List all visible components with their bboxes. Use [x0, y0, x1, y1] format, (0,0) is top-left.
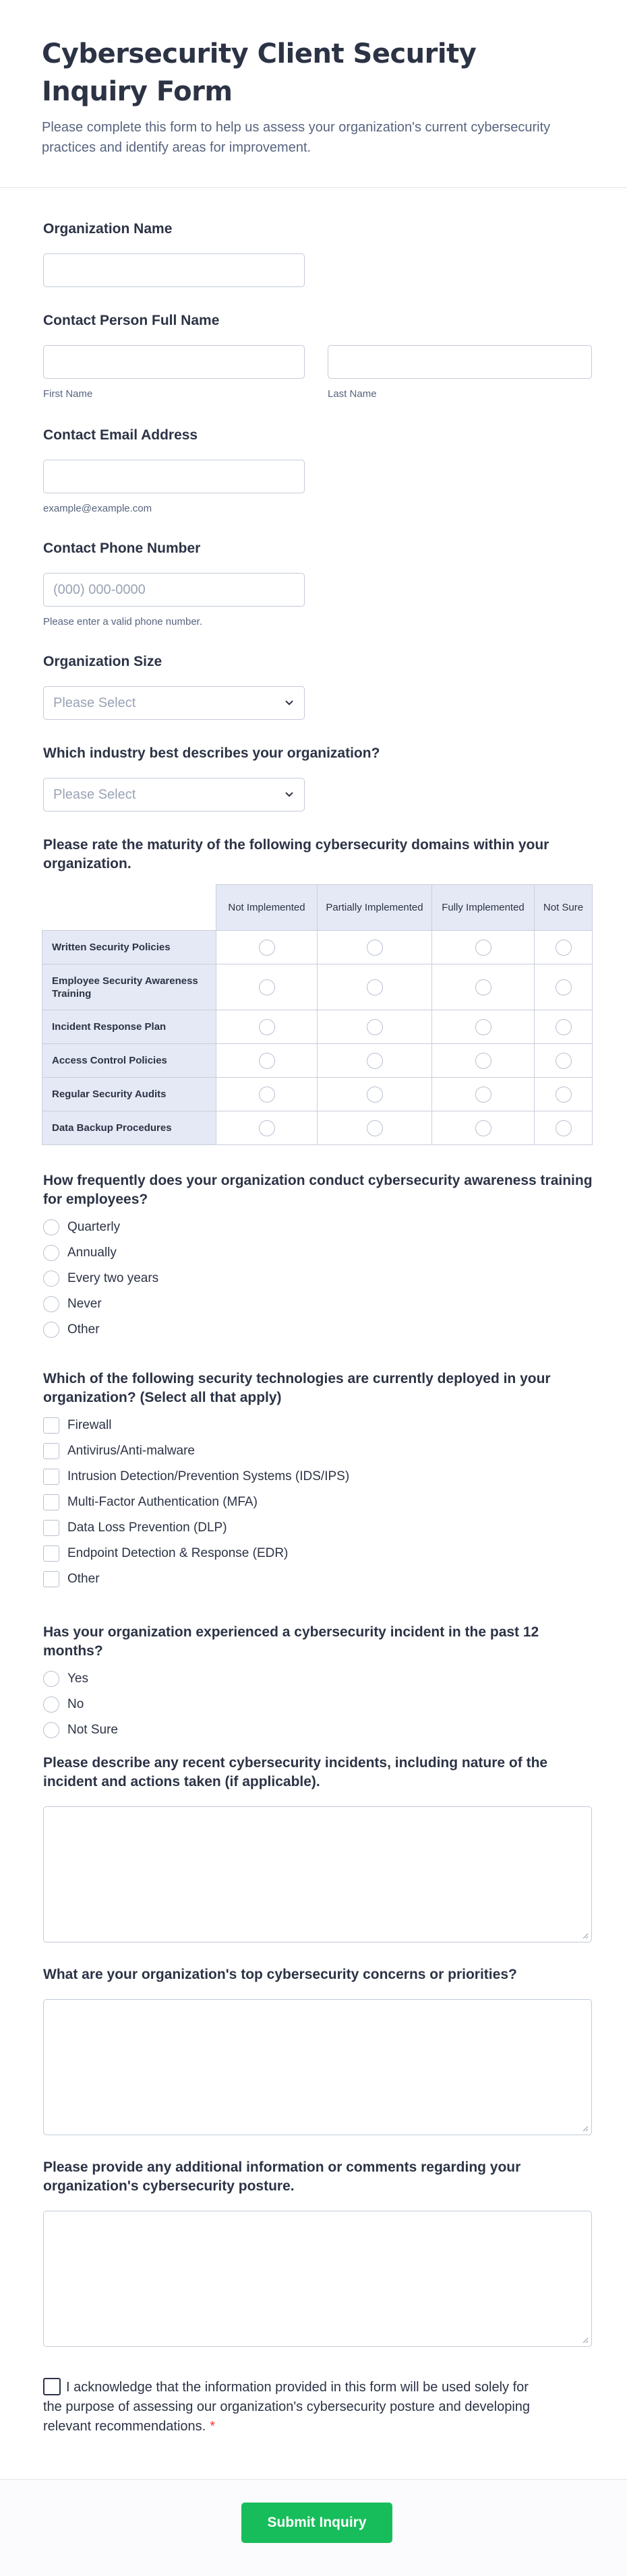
matrix-radio[interactable] — [259, 940, 275, 956]
matrix-radio[interactable] — [475, 940, 491, 956]
required-mark: * — [210, 2419, 216, 2434]
additional-field — [43, 2158, 596, 2347]
matrix-radio[interactable] — [259, 979, 275, 995]
chevron-down-icon — [282, 696, 296, 709]
incident-desc-field — [43, 1754, 596, 1942]
org-size-label: Organization Size — [43, 654, 162, 669]
phone-field — [43, 539, 305, 628]
industry-select[interactable] — [43, 778, 305, 811]
phone-sublabel: Please enter a valid phone number. — [43, 616, 202, 627]
resize-grip-icon[interactable] — [580, 2124, 589, 2132]
org-name-label: Organization Name — [43, 221, 173, 237]
checkbox[interactable] — [43, 1571, 59, 1587]
last-name-sublabel: Last Name — [328, 388, 377, 400]
email-field — [43, 426, 305, 515]
matrix-row — [42, 1010, 593, 1044]
matrix-radio[interactable] — [259, 1120, 275, 1136]
training-option[interactable]: Other — [43, 1317, 596, 1343]
technology-option[interactable]: Other — [43, 1566, 583, 1592]
incident-option[interactable]: Not Sure — [43, 1717, 596, 1743]
concerns-label: What are your organization's top cybersecurity concerns or priorities? — [43, 1967, 517, 1982]
org-size-select[interactable] — [43, 686, 305, 720]
training-option[interactable]: Annually — [43, 1240, 596, 1266]
phone-label: Contact Phone Number — [43, 541, 201, 556]
maturity-matrix — [42, 884, 593, 1145]
submit-button[interactable]: Submit Inquiry — [241, 2503, 392, 2543]
matrix-row-label: Access Control Policies — [42, 1044, 216, 1078]
radio-button[interactable] — [43, 1722, 59, 1738]
matrix-row — [42, 964, 593, 1010]
matrix-row — [42, 1078, 593, 1111]
matrix-radio[interactable] — [556, 940, 572, 956]
incident-desc-label: Please describe any recent cybersecurity incidents, including nature of the incident and actions taken (if applicable). — [43, 1755, 548, 1789]
form-footer — [0, 2479, 627, 2576]
incident-label: Has your organization experienced a cybersecurity incident in the past 12 months? — [43, 1624, 539, 1659]
technology-option[interactable]: Endpoint Detection & Response (EDR) — [43, 1541, 583, 1566]
matrix-radio[interactable] — [556, 979, 572, 995]
acknowledge-checkbox[interactable] — [43, 2378, 61, 2395]
form-header — [0, 0, 627, 188]
matrix-col-header: Partially Implemented — [318, 885, 432, 931]
matrix-row-label: Data Backup Procedures — [42, 1111, 216, 1145]
acknowledge-field[interactable] — [43, 2378, 542, 2436]
checkbox[interactable] — [43, 1494, 59, 1510]
technology-option[interactable]: Firewall — [43, 1413, 583, 1438]
matrix-row — [42, 1111, 593, 1145]
radio-button[interactable] — [43, 1696, 59, 1713]
matrix-radio[interactable] — [475, 1019, 491, 1035]
matrix-radio[interactable] — [556, 1019, 572, 1035]
matrix-radio[interactable] — [556, 1053, 572, 1069]
resize-grip-icon[interactable] — [580, 2335, 589, 2343]
concerns-field — [43, 1965, 596, 2135]
checkbox[interactable] — [43, 1417, 59, 1434]
training-option[interactable]: Quarterly — [43, 1215, 596, 1240]
matrix-radio[interactable] — [556, 1086, 572, 1103]
matrix-col-header: Not Sure — [535, 885, 593, 931]
first-name-input[interactable] — [43, 345, 305, 379]
additional-label: Please provide any additional information or comments regarding your organization's cybersecurity posture. — [43, 2159, 521, 2194]
concerns-textarea[interactable] — [43, 1999, 592, 2135]
matrix-radio[interactable] — [475, 1086, 491, 1103]
last-name-input[interactable] — [328, 345, 592, 379]
acknowledge-text: I acknowledge that the information provided in this form will be used solely for the purpose of assessing our organization's cybersecurity posture and developing relevant recommendations. — [43, 2380, 531, 2434]
technology-option[interactable]: Data Loss Prevention (DLP) — [43, 1515, 583, 1541]
training-field — [43, 1171, 596, 1343]
matrix-row-label: Regular Security Audits — [42, 1078, 216, 1111]
technologies-label: Which of the following security technologies are currently deployed in your organization? (Select all that apply) — [43, 1371, 551, 1405]
matrix-radio[interactable] — [259, 1086, 275, 1103]
matrix-radio[interactable] — [475, 1053, 491, 1069]
matrix-row — [42, 931, 593, 964]
matrix-radio[interactable] — [367, 940, 383, 956]
training-option[interactable]: Every two years — [43, 1266, 596, 1291]
matrix-radio[interactable] — [367, 1086, 383, 1103]
incident-option[interactable]: Yes — [43, 1666, 596, 1692]
matrix-radio[interactable] — [367, 979, 383, 995]
matrix-row-label: Incident Response Plan — [42, 1010, 216, 1044]
training-option[interactable]: Never — [43, 1291, 596, 1317]
technologies-field — [43, 1370, 583, 1592]
email-input[interactable] — [43, 460, 305, 493]
radio-button[interactable] — [43, 1245, 59, 1261]
industry-selected: Please Select — [53, 787, 136, 802]
radio-button[interactable] — [43, 1296, 59, 1312]
matrix-row — [42, 1044, 593, 1078]
phone-input[interactable]: (000) 000-0000 — [43, 573, 305, 607]
matrix-row-label: Employee Security Awareness Training — [42, 964, 216, 1010]
matrix-radio[interactable] — [259, 1019, 275, 1035]
chevron-down-icon — [282, 787, 296, 801]
technology-option[interactable]: Multi-Factor Authentication (MFA) — [43, 1490, 583, 1515]
org-size-selected: Please Select — [53, 696, 136, 710]
matrix-radio[interactable] — [259, 1053, 275, 1069]
matrix-radio[interactable] — [475, 979, 491, 995]
matrix-radio[interactable] — [556, 1120, 572, 1136]
industry-field — [43, 744, 380, 811]
matrix-radio[interactable] — [367, 1053, 383, 1069]
checkbox[interactable] — [43, 1545, 59, 1562]
technology-option[interactable]: Antivirus/Anti-malware — [43, 1438, 583, 1464]
checkbox[interactable] — [43, 1520, 59, 1536]
maturity-label: Please rate the maturity of the following cybersecurity domains within your organization. — [43, 837, 549, 871]
contact-name-field — [43, 311, 592, 400]
form-title: Cybersecurity Client Security Inquiry Form — [42, 38, 477, 107]
org-name-field — [43, 220, 305, 287]
radio-button[interactable] — [43, 1322, 59, 1338]
matrix-col-header: Not Implemented — [216, 885, 318, 931]
maturity-field — [43, 836, 576, 873]
email-sublabel: example@example.com — [43, 503, 152, 514]
matrix-radio[interactable] — [475, 1120, 491, 1136]
checkbox[interactable] — [43, 1469, 59, 1485]
radio-button[interactable] — [43, 1219, 59, 1235]
matrix-col-header: Fully Implemented — [432, 885, 535, 931]
incident-field — [43, 1623, 596, 1743]
technology-option[interactable]: Intrusion Detection/Prevention Systems (IDS/IPS) — [43, 1464, 583, 1490]
org-size-field — [43, 652, 305, 720]
first-name-sublabel: First Name — [43, 388, 93, 400]
additional-textarea[interactable] — [43, 2211, 592, 2347]
incident-option[interactable]: No — [43, 1692, 596, 1717]
industry-label: Which industry best describes your organization? — [43, 745, 380, 761]
contact-name-label: Contact Person Full Name — [43, 313, 220, 328]
email-label: Contact Email Address — [43, 427, 198, 443]
checkbox[interactable] — [43, 1443, 59, 1459]
matrix-row-label: Written Security Policies — [42, 931, 216, 964]
matrix-radio[interactable] — [367, 1019, 383, 1035]
radio-button[interactable] — [43, 1270, 59, 1287]
resize-grip-icon[interactable] — [580, 1931, 589, 1939]
form-description: Please complete this form to help us assess your organization's current cybersecurity practices and identify areas for improvement. — [42, 120, 551, 155]
matrix-radio[interactable] — [367, 1120, 383, 1136]
training-label: How frequently does your organization conduct cybersecurity awareness training for employees? — [43, 1173, 593, 1207]
org-name-input[interactable] — [43, 253, 305, 287]
radio-button[interactable] — [43, 1671, 59, 1687]
incident-desc-textarea[interactable] — [43, 1806, 592, 1942]
